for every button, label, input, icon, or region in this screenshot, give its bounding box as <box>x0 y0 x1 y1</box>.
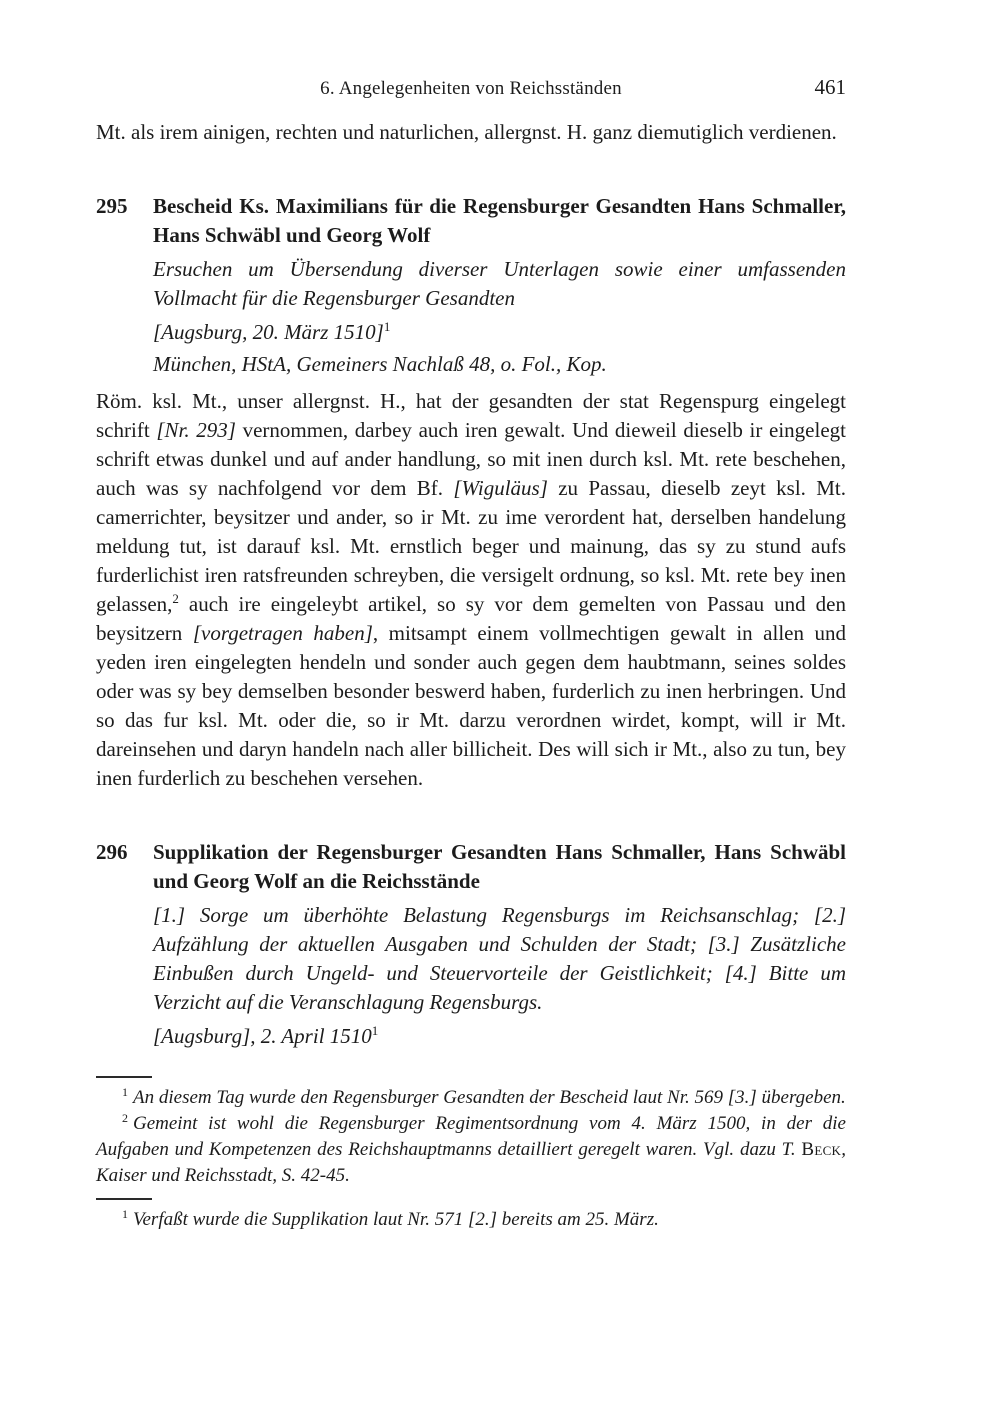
running-header <box>96 76 846 102</box>
entry-title: Supplikation der Regensburger Gesandten Hans Schmaller, Hans Schwäbl und Georg Wolf an die Reichsstände <box>153 840 846 893</box>
footnotes-section <box>96 1076 846 1233</box>
entry-summary: Ersuchen um Übersendung diverser Unterlagen sowie einer umfassenden Vollmacht für die Regensburger Gesandten <box>153 257 846 310</box>
entry-number: 296 <box>96 840 128 864</box>
entry-dateline: [Augsburg, 20. März 1510]$^1$ <box>153 319 391 344</box>
entry-heading <box>96 838 846 896</box>
footnote-marker: 1 <box>122 1084 128 1099</box>
footnote-text: Gemeint ist wohl die Regensburger Regimentsordnung vom 4. März 1500, in der die Aufgaben und Kompetenzen des Reichshauptmanns detailliert geregelt waren. Vgl. dazu T. Beck, Kaiser und Reichsstadt, S. 42-45. <box>96 1113 846 1186</box>
entry-body: Röm. ksl. Mt., unser allergnst. H., hat der gesandten der stat Regenspurg eingelegt schrift [Nr. 293] vernommen, darbey auch iren gewalt. Und dieweil dieselb ir eingelegt schrift etwas dunkel und auf ander handlung, so mit inen durch ksl. Mt. rete beschehen, auch was sy nachfolgend vor dem Bf. [Wiguläus] zu Passau, dieselb zeyt ksl. Mt. camerrichter, beysitzer und ander, so ir Mt. zu ime verordent hat, derselben handelung meldung tut, ist darauf ksl. Mt. ernstlich beger und mainung, das sy zu stund aufs furderlichist iren ratsfreunden schreyben, die versigelt ordnung, so ksl. Mt. rete bey inen gelassen,$^2$ auch ire eingeleybt artikel, so sy vor dem gemelten von Passau und den beysitzern [vorgetragen haben], mitsampt einem vollmechtigen gewalt in allen und yeden iren eingelegten hendeln und sonder auch gegen dem haubtmann, seines soldes oder was sy bey demselben besonder beswerd haben, furderlich zu inen herbringen. Und so das fur ksl. Mt. oder die, so ir Mt. darzu verordnen wirdet, kompt, will ir Mt. dareinsehen und daryn handeln nach aller billicheit. Des will sich ir Mt., also zu tun, bey inen furderlich zu beschehen versehen. <box>96 389 847 790</box>
entry-summary: [1.] Sorge um überhöhte Belastung Regensburgs im Reichsanschlag; [2.] Aufzählung der aktuellen Ausgaben und Schulden der Stadt; [3.] Zusätzliche Einbußen durch Ungeld- und Steuervorteile der Geistlichkeit; [4.] Bitte um Verzicht auf die Veranschlagung Regensburgs. <box>153 903 846 1014</box>
footnote <box>96 1207 846 1233</box>
footnote-text: An diesem Tag wurde den Regensburger Gesandten der Bescheid laut Nr. 569 [3.] übergeben. <box>133 1087 846 1108</box>
entry-source: München, HStA, Gemeiners Nachlaß 48, o. Fol., Kop. <box>153 352 607 376</box>
page-number: 461 <box>814 75 846 99</box>
text-block <box>96 76 846 1233</box>
footnote <box>96 1111 846 1189</box>
footnote-marker: 1 <box>122 1206 128 1221</box>
entry-296 <box>96 838 846 1051</box>
footnote-separator-rule <box>96 1076 152 1078</box>
entry-number: 295 <box>96 194 128 218</box>
footnote <box>96 1085 846 1111</box>
entry-title: Bescheid Ks. Maximilians für die Regensburger Gesandten Hans Schmaller, Hans Schwäbl und Georg Wolf <box>153 194 846 247</box>
running-title: 6. Angelegenheiten von Reichsständen <box>320 78 622 99</box>
footnote-marker: 2 <box>122 1110 128 1125</box>
intro-paragraph: Mt. als irem ainigen, rechten und naturlichen, allergnst. H. ganz diemutiglich verdienen. <box>96 120 837 144</box>
entry-dateline: [Augsburg], 2. April 1510$^1$ <box>153 1023 379 1048</box>
entry-295 <box>96 192 846 793</box>
footnote-separator-rule <box>96 1198 152 1200</box>
entry-heading <box>96 192 846 250</box>
footnote-text: Verfaßt wurde die Supplikation laut Nr. 571 [2.] bereits am 25. März. <box>133 1209 659 1230</box>
